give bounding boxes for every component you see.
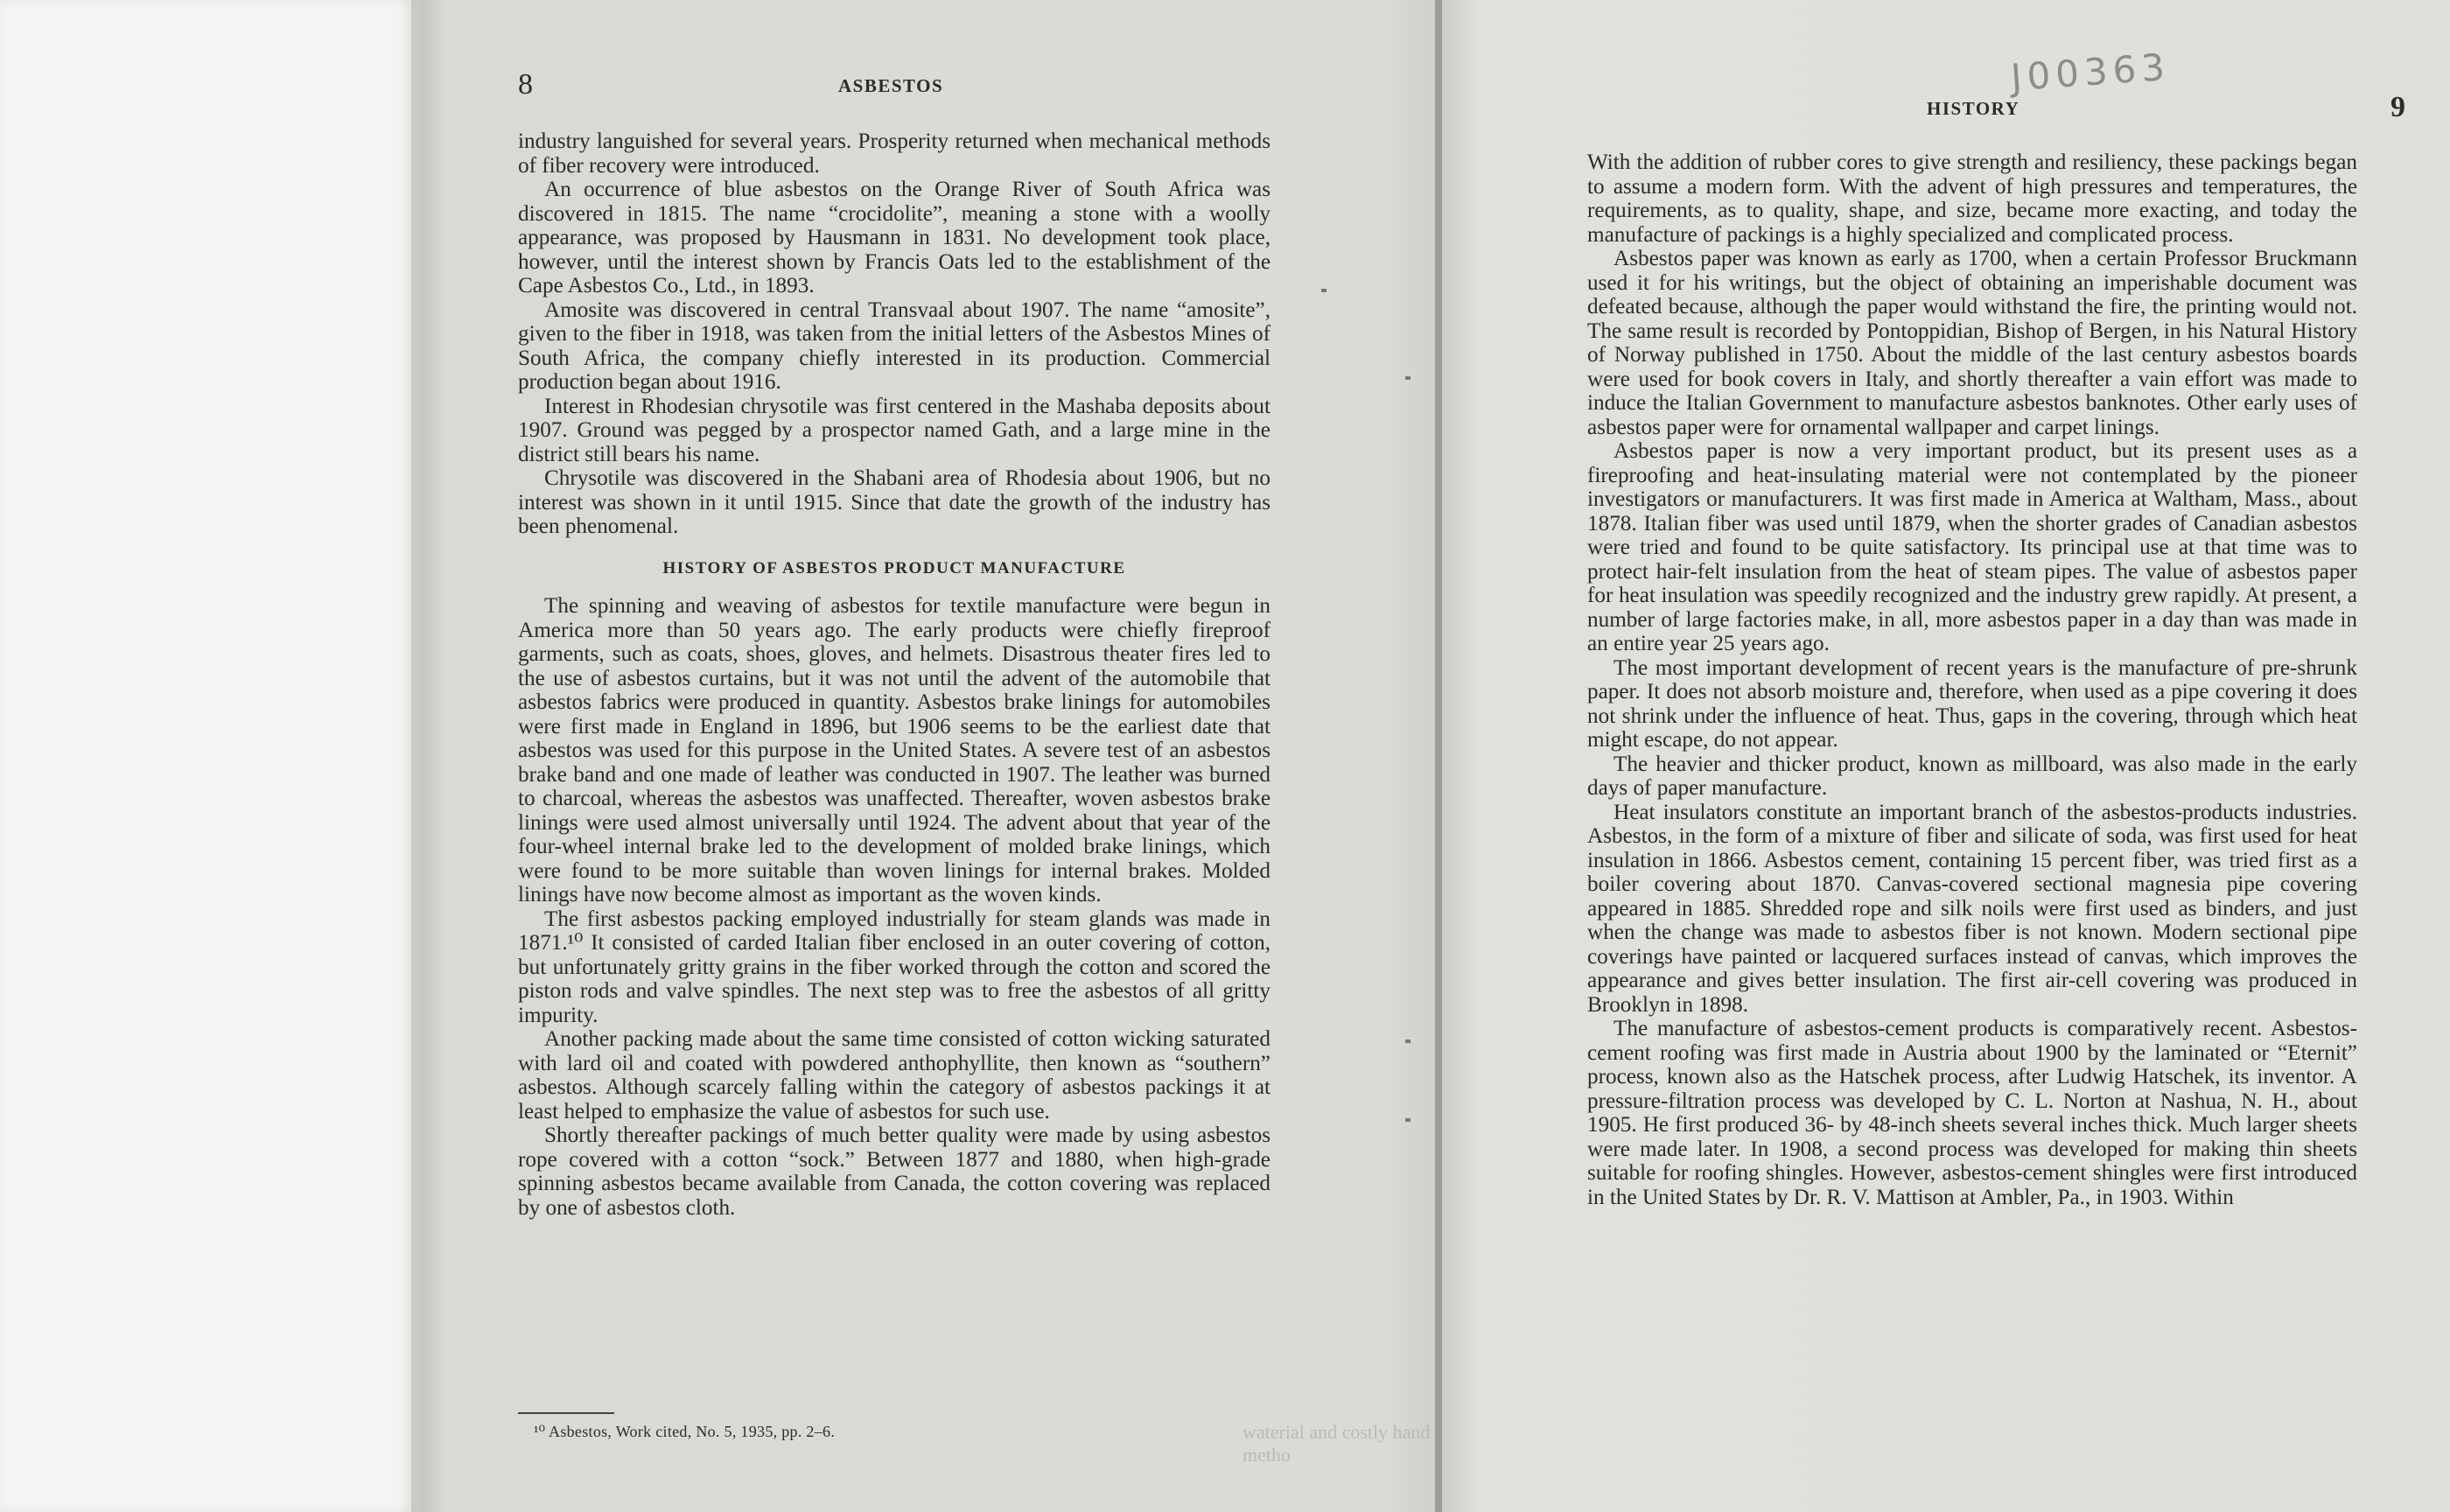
paragraph: With the addition of rubber cores to give strength and resiliency, these packings began to assume a modern form. With the advent of high pressures and temperatures, the requirements, as to quality, shape, and size, became more exacting, and today the manufacture of packings is a highly specialized and complicated process. bbox=[1587, 150, 2357, 247]
paragraph: Heat insulators constitute an important branch of the asbestos-products industries. Asbestos, in the form of a mixture of fiber and silicate of soda, was first used for heat insulation in 1866. Asbestos cement, containing 15 percent fiber, was tried first as a boiler covering about 1870. Canvas-covered sectional magnesia pipe covering appeared in 1885. Shredded rope and silk noils were first used as binders, and just when the change was made to asbestos fiber is not known. Modern sectional pipe coverings have painted or lacquered surfaces instead of canvas, which improves the appearance and gives better insulation. The first air-cell covering was produced in Brooklyn in 1898. bbox=[1587, 800, 2357, 1017]
footnote: ¹⁰ Asbestos, Work cited, No. 5, 1935, pp. 2–6. bbox=[534, 1423, 836, 1440]
section-heading: HISTORY OF ASBESTOS PRODUCT MANUFACTURE bbox=[662, 558, 1126, 578]
running-head: ASBESTOS bbox=[838, 75, 944, 96]
archive-stamp: J00363 bbox=[2009, 45, 2172, 100]
scanner-margin bbox=[0, 0, 411, 1512]
scan-speck bbox=[1405, 1118, 1410, 1122]
paragraph: Asbestos paper is now a very important product, but its present uses as a fireproofing and heat-insulating material were not contemplated by the pioneer investigators or manufacturers. It was first made in America at Waltham, Mass., about 1878. Italian fiber was used until 1879, when the shorter grades of Canadian asbestos were tried and found to be quite satisfactory. Its principal use at that time was to protect hair-felt insulation from the heat of steam pipes. The value of asbestos paper for heat insulation was speedily recognized and the industry grew rapidly. At present, a number of large factories make, in all, more asbestos paper in a day than was made in an entire year 25 years ago. bbox=[1587, 439, 2357, 655]
paragraph: The heavier and thicker product, known as millboard, was also made in the early days of paper manufacture. bbox=[1587, 752, 2357, 800]
scan-speck bbox=[1405, 376, 1410, 380]
page-number: 8 bbox=[518, 68, 533, 101]
paragraph: Chrysotile was discovered in the Shabani area of Rhodesia about 1906, but no interest was shown in it until 1915. Since that date the growth of the industry has been phenomenal. bbox=[518, 466, 1270, 538]
scan-speck bbox=[1321, 289, 1326, 292]
paragraph: An occurrence of blue asbestos on the Orange River of South Africa was discovered in 1815. The name “crocidolite”, meaning a stone with a woolly appearance, was proposed by Hausmann in 1831. No development took place, however, until the interest shown by Francis Oats led to the establishment of the Cape Asbestos Co., Ltd., in 1893. bbox=[518, 178, 1270, 298]
right-page bbox=[1442, 0, 2450, 1512]
paragraph: The first asbestos packing employed industrially for steam glands was made in 1871.¹⁰ It consisted of carded Italian fiber enclosed in an outer covering of cotton, but unfortunately gritty grains in the fiber worked through the cotton and scored the piston rods and valve spindles. The next step was to free the asbestos of all gritty impurity. bbox=[518, 906, 1270, 1027]
paragraph: industry languished for several years. Prosperity returned when mechanical methods of fiber recovery were introduced. bbox=[518, 130, 1270, 178]
page-number: 9 bbox=[2390, 91, 2405, 123]
paragraph: Asbestos paper was known as early as 1700, when a certain Professor Bruckmann used it for his writings, but the object of obtaining an imperishable document was defeated because, although the paper would withstand the fire, the printing would not. The same result is recorded by Pontoppidian, Bishop of Bergen, in his Natural History of Norway published in 1750. About the middle of the last century asbestos boards were used for book covers in Italy, and shortly thereafter a vain effort was made to induce the Italian Government to manufacture asbestos banknotes. Other early uses of asbestos paper were for ornamental wallpaper and carpet linings. bbox=[1587, 247, 2357, 439]
running-head: HISTORY bbox=[1927, 98, 2020, 119]
paragraph: The manufacture of asbestos-cement products is comparatively recent. Asbestos-cement roofing was first made in Austria about 1900 by the laminated or “Eternit” process, known also as the Hatschek process, after Ludwig Hatschek, its inventor. A pressure-filtration process was developed by C. L. Norton at Nashua, N. H., about 1905. He first produced 36- by 48-inch sheets several inches thick. Much larger sheets were made later. In 1908, a second process was developed for making thin sheets suitable for roofing shingles. However, asbestos-cement shingles were first introduced in the United States by Dr. R. V. Mattison at Ambler, Pa., in 1903. Within bbox=[1587, 1017, 2357, 1209]
left-page-body bbox=[518, 130, 1270, 1220]
left-page bbox=[420, 0, 1437, 1512]
paragraph: The spinning and weaving of asbestos for textile manufacture were begun in America more than 50 years ago. The early products were chiefly fireproof garments, such as coats, shoes, gloves, and helmets. Disastrous theater fires led to the use of asbestos curtains, but it was not until the advent of the automobile that asbestos fabrics were produced in quantity. Asbestos brake linings for automobiles were first made in England in 1896, but 1906 seems to be the earliest date that asbestos was used for this purpose in the United States. A severe test of an asbestos brake band and one made of leather was conducted in 1907. The leather was burned to charcoal, whereas the asbestos was unaffected. Thereafter, woven asbestos brake linings were used almost universally until 1924. The advent about that year of the four-wheel internal brake led to the development of molded brake linings, which were found to be more suitable than woven linings for internal brakes. Molded linings have now become almost as important as the woven kinds. bbox=[518, 594, 1270, 906]
paragraph: The most important development of recent years is the manufacture of pre-shrunk paper. It does not absorb moisture and, therefore, when used as a pipe covering it does not shrink under the influence of heat. Thus, gaps in the covering, through which heat might escape, do not appear. bbox=[1587, 655, 2357, 752]
paragraph: Amosite was discovered in central Transvaal about 1907. The name “amosite”, given to the fiber in 1918, was taken from the initial letters of the Asbestos Mines of South Africa, the company chiefly interested in its production. Commercial production began about 1916. bbox=[518, 298, 1270, 394]
right-page-body bbox=[1587, 150, 2357, 1209]
paragraph: Shortly thereafter packings of much better quality were made by using asbestos rope covered with a cotton “sock.” Between 1877 and 1880, when high-grade spinning asbestos became available from Canada, the cotton covering was replaced by one of asbestos cloth. bbox=[518, 1124, 1270, 1220]
paragraph: Another packing made about the same time consisted of cotton wicking saturated with lard oil and coated with powdered anthophyllite, then known as “southern” asbestos. Although scarcely falling within the category of asbestos packings it at least helped to emphasize the value of asbestos for such use. bbox=[518, 1027, 1270, 1124]
paragraph: Interest in Rhodesian chrysotile was first centered in the Mashaba deposits about 1907. Ground was pegged by a prospector named Gath, and a large mine in the district still bears his name. bbox=[518, 394, 1270, 466]
scan-speck bbox=[1405, 1040, 1410, 1043]
show-through-text: waterial and costly hand metho bbox=[1242, 1421, 1431, 1466]
footnote-rule bbox=[518, 1412, 614, 1414]
